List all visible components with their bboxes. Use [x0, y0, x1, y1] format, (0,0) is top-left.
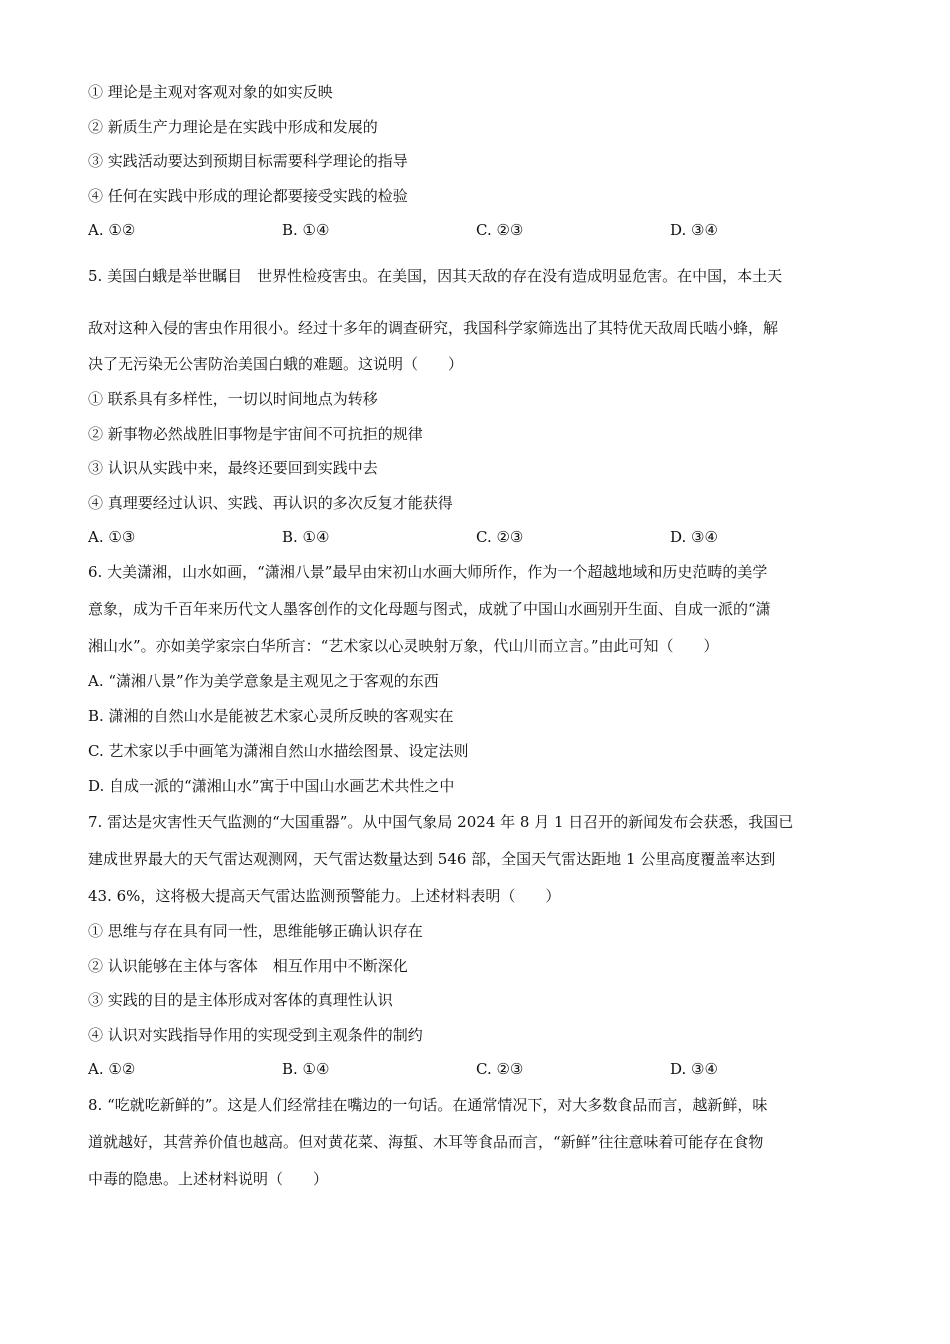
q6-choice-d: D. 自成一派的“潇湘山水”寓于中国山水画艺术共性之中 [88, 777, 455, 795]
q8-stem-line-1: 8. “吃就吃新鲜的”。这是人们经常挂在嘴边的一句话。在通常情况下，对大多数食品而言，越新鲜，味 [88, 1096, 768, 1114]
q7-stem-line-2: 建成世界最大的天气雷达观测网，天气雷达数量达到 546 部，全国天气雷达距地 1 公里高度覆盖率达到 [88, 850, 776, 868]
q6-stem-line-3: 湘山水”。亦如美学家宗白华所言：“艺术家以心灵映射万象，代山川而立言。”由此可知（ ） [88, 637, 719, 655]
q5-stem-line-2: 敌对这种入侵的害虫作用很小。经过十多年的调查研究，我国科学家筛选出了其特优天敌周氏啮小蜂，解 [88, 319, 779, 337]
q7-item-1: ① 思维与存在具有同一性，思维能够正确认识存在 [88, 922, 423, 940]
q4-option-b: B. ①④ [282, 221, 330, 239]
q7-item-2: ② 认识能够在主体与客体 相互作用中不断深化 [88, 957, 408, 975]
q7-option-a: A. ①② [88, 1060, 136, 1078]
q6-choice-c: C. 艺术家以手中画笔为潇湘自然山水描绘图景、设定法则 [88, 742, 469, 760]
q4-option-c: C. ②③ [476, 221, 524, 239]
q5-option-a: A. ①③ [88, 528, 136, 546]
q5-item-4: ④ 真理要经过认识、实践、再认识的多次反复才能获得 [88, 494, 453, 512]
q7-stem-line-3: 43. 6%，这将极大提高天气雷达监测预警能力。上述材料表明（ ） [88, 887, 561, 905]
q7-option-c: C. ②③ [476, 1060, 524, 1078]
q5-stem-line-1: 5. 美国白蛾是举世瞩目 世界性检疫害虫。在美国，因其天敌的存在没有造成明显危害。在中国，本土天 [88, 267, 783, 285]
q4-item-3: ③ 实践活动要达到预期目标需要科学理论的指导 [88, 152, 408, 170]
q6-stem-line-2: 意象，成为千百年来历代文人墨客创作的文化母题与图式，成就了中国山水画别开生面、自成一派的“潇 [88, 600, 771, 618]
q5-item-1: ① 联系具有多样性，一切以时间地点为转移 [88, 390, 378, 408]
q4-option-a: A. ①② [88, 221, 136, 239]
q5-item-3: ③ 认识从实践中来，最终还要回到实践中去 [88, 459, 378, 477]
q5-stem-line-3: 决了无污染无公害防治美国白蛾的难题。这说明（ ） [88, 355, 464, 373]
q8-stem-line-3: 中毒的隐患。上述材料说明（ ） [88, 1170, 329, 1188]
q7-stem-line-1: 7. 雷达是灾害性天气监测的“大国重器”。从中国气象局 2024 年 8 月 1 日召开的新闻发布会获悉，我国已 [88, 813, 794, 831]
q4-item-1: ① 理论是主观对客观对象的如实反映 [88, 83, 333, 101]
q4-option-d: D. ③④ [670, 221, 718, 239]
q7-option-b: B. ①④ [282, 1060, 330, 1078]
q6-choice-a: A. “潇湘八景”作为美学意象是主观见之于客观的东西 [88, 672, 439, 690]
q7-item-3: ③ 实践的目的是主体形成对客体的真理性认识 [88, 991, 393, 1009]
q4-item-4: ④ 任何在实践中形成的理论都要接受实践的检验 [88, 187, 408, 205]
q5-option-b: B. ①④ [282, 528, 330, 546]
q5-item-2: ② 新事物必然战胜旧事物是宇宙间不可抗拒的规律 [88, 425, 423, 443]
q5-option-c: C. ②③ [476, 528, 524, 546]
q5-option-d: D. ③④ [670, 528, 718, 546]
q7-item-4: ④ 认识对实践指导作用的实现受到主观条件的制约 [88, 1026, 423, 1044]
q8-stem-line-2: 道就越好，其营养价值也越高。但对黄花菜、海蜇、木耳等食品而言，“新鲜”往往意味着可能存在食物 [88, 1133, 764, 1151]
q6-stem-line-1: 6. 大美潇湘，山水如画，“潇湘八景”最早由宋初山水画大师所作，作为一个超越地域和历史范畴的美学 [88, 563, 768, 581]
q7-option-d: D. ③④ [670, 1060, 718, 1078]
q4-item-2: ② 新质生产力理论是在实践中形成和发展的 [88, 118, 378, 136]
q6-choice-b: B. 潇湘的自然山水是能被艺术家心灵所反映的客观实在 [88, 707, 454, 725]
